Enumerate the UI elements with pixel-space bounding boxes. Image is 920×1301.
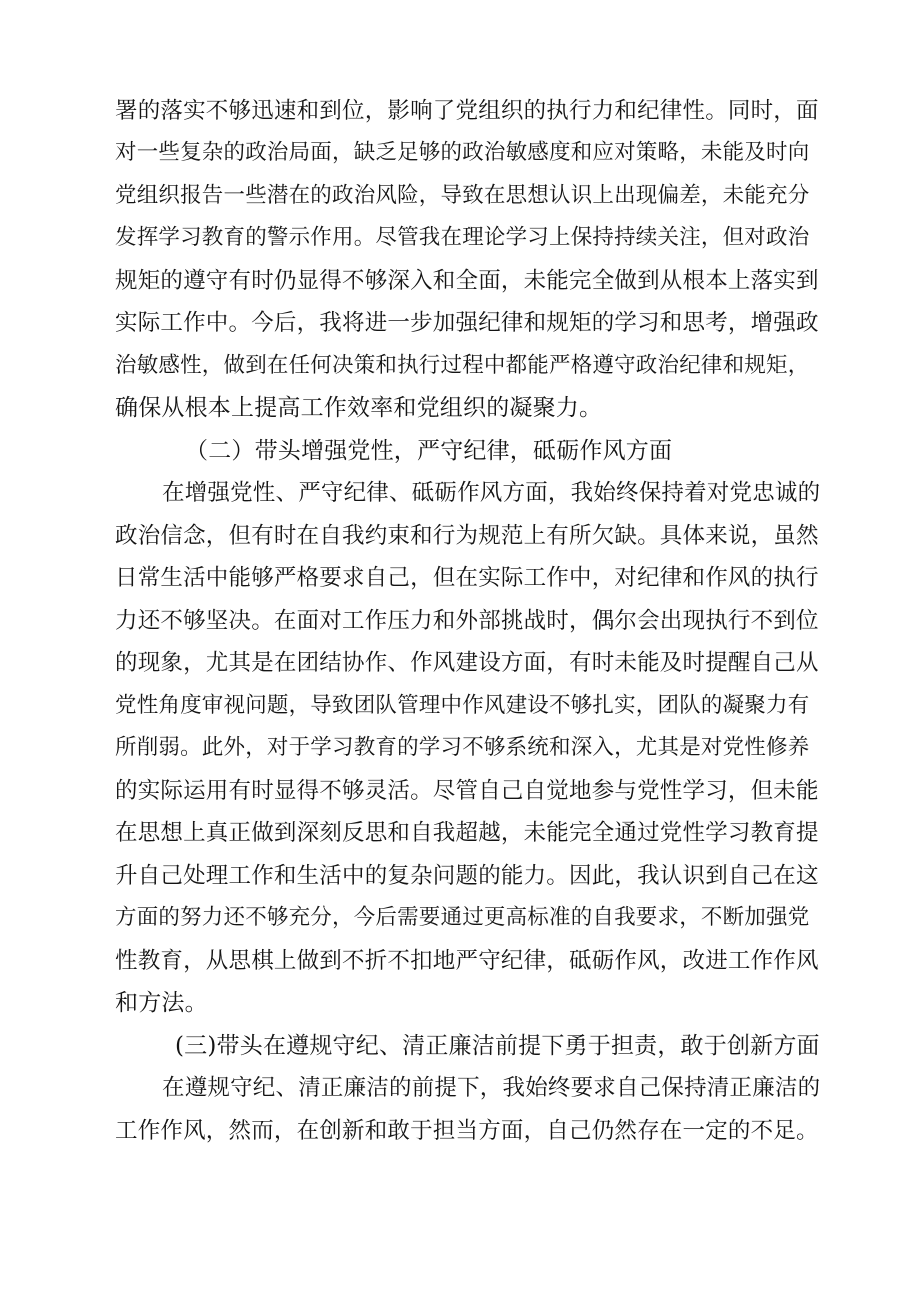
paragraph-line: 对一些复杂的政治局面，缺乏足够的政治敏感度和应对策略，未能及时向	[115, 140, 810, 165]
section-heading-3: (三)带头在遵规守纪、清正廉洁前提下勇于担责，敢于创新方面	[175, 1033, 820, 1059]
paragraph-line: 所削弱。此外，对于学习教育的学习不够系统和深入，尤其是对党性修养	[115, 735, 810, 760]
paragraph-line: 的现象，尤其是在团结协作、作风建设方面，有时未能及时提醒自己从	[115, 650, 819, 676]
paragraph-line: 在遵规守纪、清正廉洁的前提下，我始终要求自己保持清正廉洁的	[162, 1075, 821, 1101]
paragraph-line: 的实际运用有时显得不够灵活。尽管自己自觉地参与党性学习，但未能	[115, 778, 819, 804]
paragraph-line: 升自己处理工作和生活中的复杂问题的能力。因此，我认识到自己在这	[115, 863, 819, 889]
paragraph-line: 日常生活中能够严格要求自己，但在实际工作中，对纪律和作风的执行	[115, 565, 819, 591]
paragraph-line: 发挥学习教育的警示作用。尽管我在理论学习上保持持续关注，但对政治	[115, 225, 810, 250]
paragraph-line: 署的落实不够迅速和到位，影响了党组织的执行力和纪律性。同时，面	[115, 98, 819, 124]
paragraph-line: 在增强党性、严守纪律、砥砺作风方面，我始终保持着对党忠诚的	[162, 480, 821, 506]
paragraph-line: 在思想上真正做到深刻反思和自我超越，未能完全通过党性学习教育提	[115, 820, 819, 846]
paragraph-line: 治敏感性，做到在任何决策和执行过程中都能严格遵守政治纪律和规矩，	[115, 353, 810, 378]
paragraph-line: 方面的努力还不够充分，今后需要通过更高标准的自我要求，不断加强党	[115, 905, 810, 930]
paragraph-line: 确保从根本上提高工作效率和党组织的凝聚力。	[115, 395, 603, 421]
paragraph-line: 党组织报告一些潜在的政治风险，导致在思想认识上出现偏差，未能充分	[115, 183, 810, 208]
paragraph-line: 工作作风，然而，在创新和敢于担当方面，自己仍然存在一定的不足。	[115, 1118, 819, 1144]
paragraph-line: 政治信念，但有时在自我约束和行为规范上有所欠缺。具体来说，虽然	[115, 523, 819, 549]
paragraph-line: 力还不够坚决。在面对工作压力和外部挑战时，偶尔会出现执行不到位	[115, 608, 819, 634]
paragraph-line: 规矩的遵守有时仍显得不够深入和全面，未能完全做到从根本上落实到	[115, 268, 819, 294]
section-heading-2: （二）带头增强党性，严守纪律，砥砺作风方面	[185, 438, 673, 464]
paragraph-line: 和方法。	[115, 990, 208, 1016]
paragraph-line: 实际工作中。今后，我将进一步加强纪律和规矩的学习和思考，增强政	[115, 310, 819, 336]
paragraph-line: 性教育，从思棋上做到不折不扣地严守纪律，砥砺作风，改进工作作风	[115, 948, 819, 974]
paragraph-line: 党性角度审视问题，导致团队管理中作风建设不够扎实，团队的凝聚力有	[115, 693, 810, 718]
